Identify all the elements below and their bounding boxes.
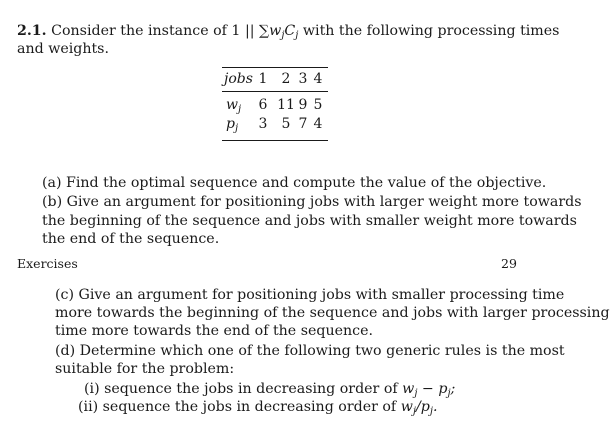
table-cell: 11 xyxy=(277,97,295,113)
running-head-title: Exercises xyxy=(17,256,78,271)
part-b-text-line-2: the beginning of the sequence and jobs with smaller weight more towards xyxy=(42,213,577,229)
table-cell: 3 xyxy=(258,116,268,132)
part-b-text-line-1: (b) Give an argument for positioning jobs with larger weight more towards xyxy=(42,194,582,210)
table-row-processing-times xyxy=(222,115,328,133)
table-header-job: 2 xyxy=(281,71,291,87)
table-bottom-rule xyxy=(222,140,328,141)
table-cell: 9 xyxy=(298,97,308,113)
part-a-text: (a) Find the optimal sequence and compute the value of the objective. xyxy=(42,175,547,191)
part-b-text-line-3: the end of the sequence. xyxy=(42,231,220,247)
part-c-text-line-2: more towards the beginning of the sequence and jobs with larger processing xyxy=(55,305,610,321)
row-label-weight: $w_j$ xyxy=(226,97,242,115)
table-cell: 7 xyxy=(298,116,308,132)
rule-i-text: (i) sequence the jobs in decreasing order of xyxy=(84,381,403,397)
table-header-job: 3 xyxy=(298,71,308,87)
part-d-text-line-1: (d) Determine which one of the following two generic rules is the most xyxy=(55,343,565,359)
problem-intro-text-continued: with the following processing times xyxy=(298,23,560,39)
table-header-rule xyxy=(222,91,328,92)
problem-number: 2.1. xyxy=(17,23,47,39)
part-d-text-line-2: suitable for the problem: xyxy=(55,361,235,377)
rule-ii-formula: $w_j/p_j$. xyxy=(400,399,438,417)
rule-ii xyxy=(78,398,437,421)
table-cell: 6 xyxy=(258,97,268,113)
table-header-row xyxy=(222,70,328,88)
part-c-text-line-3: time more towards the end of the sequence. xyxy=(55,323,373,339)
table-row-weights xyxy=(222,96,328,114)
table-header-job: 4 xyxy=(313,71,323,87)
table-cell: 5 xyxy=(281,116,291,132)
table-header-job: 1 xyxy=(258,71,268,87)
page-number: 29 xyxy=(501,256,517,271)
table-header-label: jobs xyxy=(224,71,253,87)
table-cell: 5 xyxy=(313,97,323,113)
objective-formula: $\sum w_jC_j$ xyxy=(259,23,299,41)
problem-statement-line-2: and weights. xyxy=(17,41,109,57)
problem-intro-text: Consider the instance of 1 || xyxy=(46,23,260,39)
rule-ii-text: (ii) sequence the jobs in decreasing order of xyxy=(78,399,401,415)
part-c-text-line-1: (c) Give an argument for positioning jobs with smaller processing time xyxy=(55,287,565,303)
table-cell: 4 xyxy=(313,116,323,132)
rule-i-formula: $w_j - p_j$; xyxy=(402,381,456,399)
row-label-processing-time: $p_j$ xyxy=(226,116,239,134)
table-top-rule xyxy=(222,67,328,68)
